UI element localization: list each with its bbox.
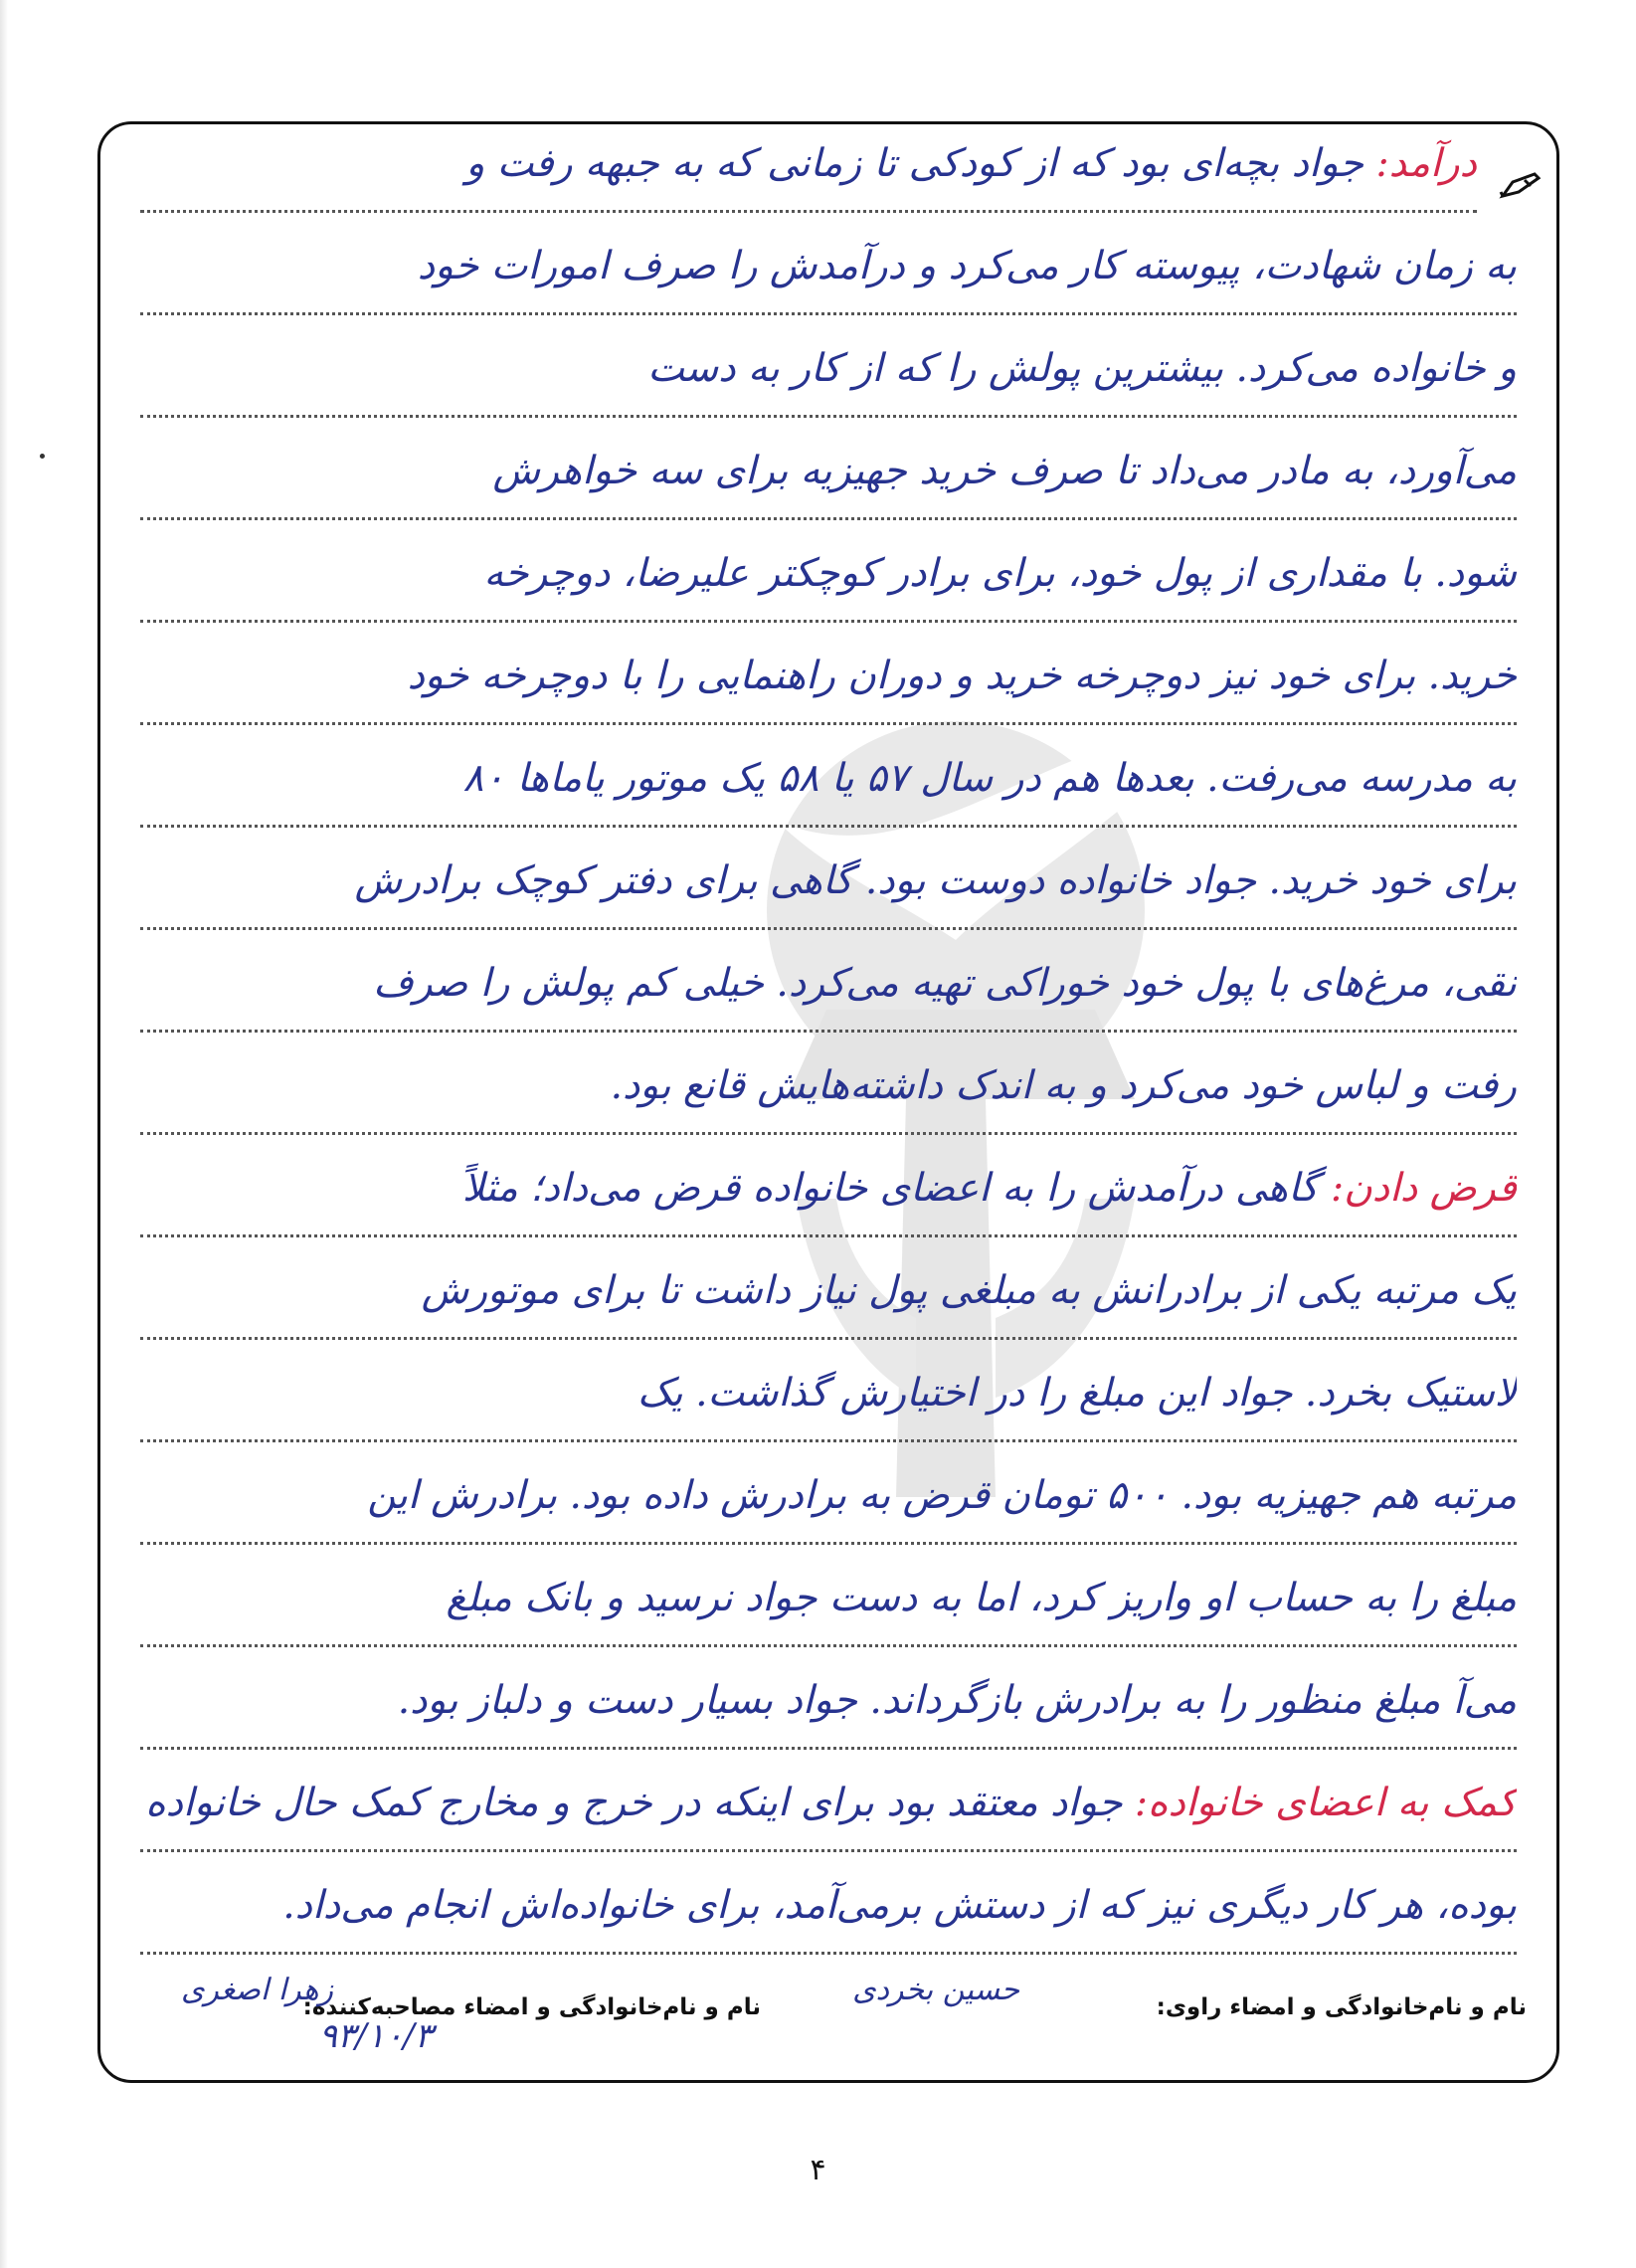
line-text: گاهی درآمدش را به اعضای خانواده قرض می‌داد؛ مثلاً [461,1166,1319,1211]
stray-dot [40,454,45,459]
signature-date: ۹۳/۱۰/۳ [318,2016,433,2056]
line-text: خرید. برای خود نیز دوچرخه خرید و دوران راهنمایی را با دوچرخه خود [407,654,1517,698]
line-text: نقی، مرغ‌های با پول خود خوراکی تهیه می‌کرد. خیلی کم پولش را صرف [373,961,1517,1006]
scan-edge [0,0,8,2268]
line-text: می‌آورد، به مادر می‌داد تا صرف خرید جهیزیه برای سه خواهرش [492,449,1517,493]
line-text: به مدرسه می‌رفت. بعدها هم در سال ۵۷ یا ۵۸ یک موتور یاماها ۸۰ [462,756,1517,801]
interviewer-signature: زهرا اصغری [180,1973,333,2007]
line-text: و خانواده می‌کرد. بیشترین پولش را که از کار به دست [647,346,1517,391]
section-heading: درآمد: [1375,141,1477,186]
interviewer-label: نام و نام‌خانوادگی و امضاء مصاحبه‌کننده: [302,1994,761,2020]
section-heading: قرض دادن: [1330,1166,1517,1211]
line-text: مرتبه هم جهیزیه بود. ۵۰۰ تومان قرض به برادرش داده بود. برادرش این [367,1473,1517,1518]
text-line [140,1456,1517,1545]
text-line [140,534,1517,623]
line-text: مبلغ را به حساب او واریز کرد، اما به دست جواد نرسید و بانک مبلغ [446,1576,1517,1620]
text-line [140,739,1517,828]
text-line [140,1764,1517,1852]
text-line [140,1149,1517,1237]
text-line [140,842,1517,930]
text-line [140,1559,1517,1647]
text-line [140,1354,1517,1442]
text-line [140,1866,1517,1955]
line-text: بوده، هر کار دیگری نیز که از دستش برمی‌آمد، برای خانواده‌اش انجام می‌داد. [282,1883,1517,1928]
section-heading: کمک به اعضای خانواده: [1134,1781,1517,1825]
page-number: ۴ [810,2153,826,2187]
text-line [140,1046,1517,1135]
text-line [140,1251,1517,1340]
line-text: شود. با مقداری از پول خود، برای برادر کوچکتر علیرضا، دوچرخه [483,551,1517,596]
text-line [140,329,1517,418]
line-text: جواد معتقد بود برای اینکه در خرج و مخارج کمک حال خانواده [145,1781,1123,1825]
line-text: برای خود خرید. جواد خانواده دوست بود. گاهی برای دفتر کوچک برادرش [354,858,1517,903]
text-line [140,227,1517,315]
page-frame [97,121,1559,2083]
text-line [140,1661,1517,1750]
text-line [140,432,1517,520]
line-text: می‌آ مبلغ منظور را به برادرش بازگرداند. جواد بسیار دست و دلباز بود. [397,1678,1517,1723]
text-line [140,944,1517,1033]
text-line [140,637,1517,725]
line-text: رفت و لباس خود می‌کرد و به اندک داشته‌هایش قانع بود. [610,1063,1517,1108]
signature-footer [120,1973,1537,2056]
line-text: لاستیک بخرد. جواد این مبلغ را در اختیارش گذاشت. یک [636,1371,1517,1416]
narrator-signature: حسین بخردی [852,1973,1019,2007]
text-line [140,124,1477,213]
line-text: به زمان شهادت، پیوسته کار می‌کرد و درآمدش را صرف امورات خود [417,244,1517,288]
line-text: یک مرتبه یکی از برادرانش به مبلغی پول نیاز داشت تا برای موتورش [421,1268,1517,1313]
narrator-label: نام و نام‌خانوادگی و امضاء راوی: [1156,1994,1527,2020]
handwritten-lines [100,124,1556,2080]
line-text: جواد بچه‌ای بود که از کودکی تا زمانی که به جبهه رفت و [465,141,1364,186]
